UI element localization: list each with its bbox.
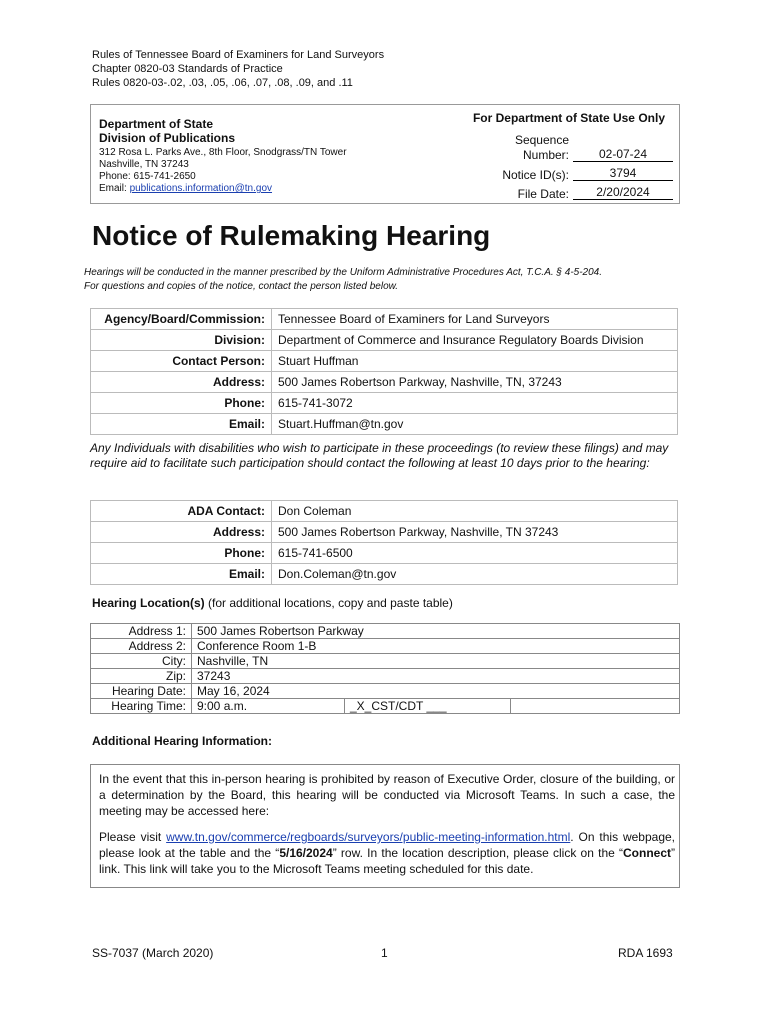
field-label: Agency/Board/Commission: <box>91 309 272 330</box>
footer-rda: RDA 1693 <box>618 946 673 960</box>
sos-email-link[interactable]: publications.information@tn.gov <box>129 183 273 194</box>
table-row <box>91 684 680 699</box>
sequence-label-line: Number: <box>522 148 569 162</box>
meeting-date-bold: 5/16/2024 <box>279 846 333 860</box>
ada-paragraph: Any Individuals with disabilities who wish to participate in these proceedings (to review these filings) and may require aid to facilitate such participation should contact the following at least 10 days prior to the hearing: <box>90 441 669 470</box>
field-label: Address 1: <box>91 624 192 639</box>
phone-line: Phone: 615-741-2650 <box>99 171 196 182</box>
field-label: Email: <box>91 564 272 585</box>
table-row <box>91 330 678 351</box>
header-line: Rules of Tennessee Board of Examiners for Land Surveyors <box>92 49 385 61</box>
field-label: Hearing Time: <box>91 699 192 714</box>
street-address: 312 Rosa L. Parks Ave., 8th Floor, Snodgrass/TN Tower <box>99 147 347 158</box>
dept-name: Department of State <box>99 117 214 131</box>
field-label: Phone: <box>91 393 272 414</box>
page-title: Notice of Rulemaking Hearing <box>92 220 491 251</box>
table-row <box>91 639 680 654</box>
table-row <box>91 309 678 330</box>
field-value: 500 James Robertson Parkway, Nashville, TN 37243 <box>272 522 678 543</box>
field-label: Contact Person: <box>91 351 272 372</box>
additional-info-box <box>90 764 680 888</box>
hearing-location-bold: Hearing Location(s) <box>92 596 205 610</box>
use-only-label: For Department of State Use Only <box>472 111 665 125</box>
text-run: . On this webpage, please look at the table and the “ <box>99 830 676 860</box>
header-line: Chapter 0820-03 Standards of Practice <box>92 63 283 75</box>
text-run: ” link. This link will take you to the Microsoft Teams meeting scheduled for this date. <box>99 846 676 876</box>
ada-table <box>90 500 678 585</box>
sequence-number: 02-07-24 <box>573 147 673 162</box>
file-date-label: File Date: <box>517 187 569 201</box>
field-label: City: <box>91 654 192 669</box>
field-value: 615-741-6500 <box>272 543 678 564</box>
table-row <box>91 501 678 522</box>
footer-form-number: SS-7037 (March 2020) <box>92 946 214 960</box>
sequence-label-line: Sequence <box>514 133 569 147</box>
field-value: 37243 <box>192 669 680 684</box>
table-row <box>91 414 678 435</box>
field-label: Address: <box>91 372 272 393</box>
field-value: Department of Commerce and Insurance Regulatory Boards Division <box>272 330 678 351</box>
additional-info-heading: Additional Hearing Information: <box>92 734 272 748</box>
field-value: Stuart Huffman <box>272 351 678 372</box>
field-value: Don.Coleman@tn.gov <box>272 564 678 585</box>
meeting-info-link[interactable]: www.tn.gov/commerce/regboards/surveyors/public-meeting-information.html <box>166 830 571 844</box>
field-value: 615-741-3072 <box>272 393 678 414</box>
table-row <box>91 654 680 669</box>
document-header <box>92 48 384 90</box>
field-label: Hearing Date: <box>91 684 192 699</box>
field-value: 500 James Robertson Parkway <box>192 624 680 639</box>
empty-cell <box>511 699 680 714</box>
hearing-location-note: (for additional locations, copy and paste table) <box>204 596 453 610</box>
additional-paragraph-2 <box>99 829 675 877</box>
text-run: Please visit <box>99 830 167 844</box>
hearing-time-value: 9:00 a.m. <box>192 699 345 714</box>
field-value: May 16, 2024 <box>192 684 680 699</box>
table-row <box>91 351 678 372</box>
table-row <box>91 669 680 684</box>
field-value: Conference Room 1-B <box>192 639 680 654</box>
sequence-label <box>479 133 569 163</box>
field-label: Zip: <box>91 669 192 684</box>
email-label: Email: <box>99 183 130 194</box>
notice-id-value: 3794 <box>573 166 673 181</box>
footer-page-number: 1 <box>381 946 388 960</box>
table-row <box>91 372 678 393</box>
table-row <box>91 564 678 585</box>
field-value: Tennessee Board of Examiners for Land Surveyors <box>272 309 678 330</box>
header-line: Rules 0820-03-.02, .03, .05, .06, .07, .08, .09, and .11 <box>92 77 353 89</box>
table-row <box>91 522 678 543</box>
table-row <box>91 699 680 714</box>
agency-table <box>90 308 678 435</box>
field-label: ADA Contact: <box>91 501 272 522</box>
table-row <box>91 393 678 414</box>
connect-bold: Connect <box>623 846 672 860</box>
city-line: Nashville, TN 37243 <box>99 159 189 170</box>
additional-paragraph-1: In the event that this in-person hearing is prohibited by reason of Executive Order, closure of the building, or a determination by the Board, this hearing will be conducted via Microsoft Teams. In such a case, the meeting may be accessed here: <box>99 772 675 818</box>
sos-address <box>99 147 347 195</box>
field-value: Don Coleman <box>272 501 678 522</box>
table-row <box>91 624 680 639</box>
table-row <box>91 543 678 564</box>
field-label: Phone: <box>91 543 272 564</box>
field-value: Stuart.Huffman@tn.gov <box>272 414 678 435</box>
intro-line: For questions and copies of the notice, contact the person listed below. <box>84 281 399 292</box>
text-run: ” row. In the location description, please click on the “ <box>332 846 624 860</box>
notice-id-label: Notice ID(s): <box>502 168 569 182</box>
field-value: 500 James Robertson Parkway, Nashville, TN, 37243 <box>272 372 678 393</box>
email-line <box>99 183 347 195</box>
sos-department <box>99 117 235 145</box>
sos-info-box <box>90 104 680 204</box>
field-label: Division: <box>91 330 272 351</box>
intro-text <box>84 266 688 294</box>
intro-line: Hearings will be conducted in the manner prescribed by the Uniform Administrative Procedures Act, T.C.A. § 4-5-204. <box>84 267 603 278</box>
field-label: Email: <box>91 414 272 435</box>
location-table <box>90 623 680 714</box>
file-date-value: 2/20/2024 <box>573 185 673 200</box>
division-name: Division of Publications <box>99 131 236 145</box>
field-label: Address: <box>91 522 272 543</box>
hearing-location-heading <box>92 596 453 610</box>
field-label: Address 2: <box>91 639 192 654</box>
hearing-timezone: _X_CST/CDT ___ <box>345 699 511 714</box>
field-value: Nashville, TN <box>192 654 680 669</box>
